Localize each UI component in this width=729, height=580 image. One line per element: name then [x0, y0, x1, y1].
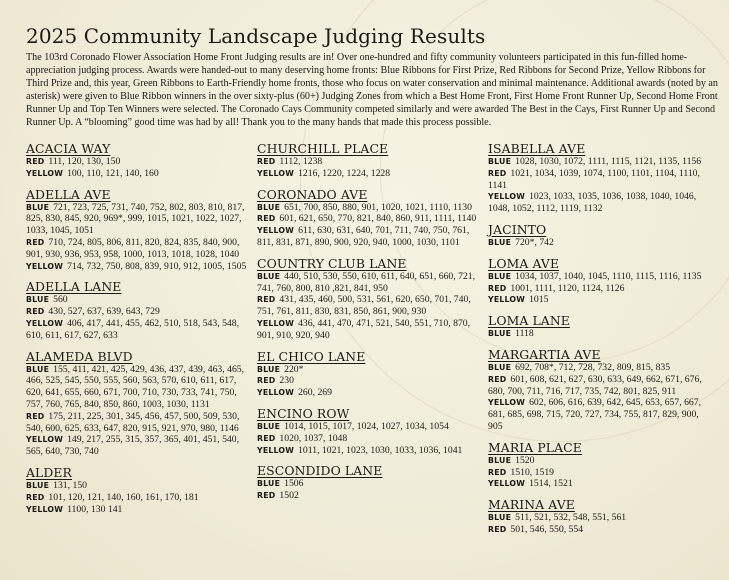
award-label: RED: [488, 467, 507, 477]
house-numbers: 1100, 130 141: [67, 503, 123, 515]
house-numbers: 720*, 742: [515, 236, 554, 248]
award-label: YELLOW: [257, 445, 295, 455]
award-label: YELLOW: [488, 295, 526, 305]
award-line: [26, 156, 257, 168]
award-label: RED: [488, 168, 507, 178]
street-columns: [26, 141, 720, 543]
award-line: [26, 237, 257, 261]
house-numbers: 1514, 1521: [529, 478, 573, 490]
award-label: BLUE: [26, 202, 50, 212]
street-name: ENCINO ROW: [257, 405, 350, 421]
award-label: BLUE: [488, 513, 512, 523]
award-label: BLUE: [257, 479, 281, 489]
house-numbers: 721, 723, 725, 731, 740, 752, 802, 803, 810, 817, 825, 830, 845, 920, 969*, 999, 1015, 1021, 1022, 1027, 1033, 1045, 1051: [26, 201, 245, 237]
house-numbers: 1015: [529, 294, 549, 306]
award-label: RED: [488, 524, 507, 534]
street-entry: [488, 347, 719, 433]
house-numbers: 560: [53, 294, 68, 306]
award-label: BLUE: [26, 364, 50, 374]
house-numbers: 406, 417, 441, 455, 462, 510, 518, 543, 548, 610, 611, 617, 627, 633: [26, 317, 240, 341]
award-line: [257, 433, 488, 445]
award-label: BLUE: [257, 202, 281, 212]
house-numbers: 611, 630, 631, 640, 701, 711, 740, 750, 761, 811, 831, 871, 890, 900, 920, 940, 1000, 1030, 1101: [257, 225, 470, 248]
house-numbers: 1502: [279, 490, 299, 502]
award-label: BLUE: [257, 271, 281, 281]
street-name: MARGARTIA AVE: [488, 346, 601, 362]
award-label: RED: [26, 237, 45, 247]
award-label: RED: [257, 491, 276, 501]
award-line: [488, 294, 719, 306]
award-line: [257, 318, 488, 342]
award-line: [488, 168, 719, 192]
award-label: RED: [257, 157, 276, 166]
street-name: COUNTRY CLUB LANE: [257, 255, 407, 271]
house-numbers: 260, 269: [298, 387, 332, 399]
award-label: BLUE: [488, 271, 512, 281]
street-name: JACINTO: [488, 221, 547, 237]
award-label: RED: [257, 295, 276, 305]
award-line: [257, 271, 488, 295]
house-numbers: 692, 708*, 712, 728, 732, 809, 815, 835: [515, 361, 671, 373]
house-numbers: 1118: [515, 328, 534, 340]
house-numbers: 602, 606, 616, 639, 642, 645, 653, 657, 667, 681, 685, 698, 715, 720, 727, 734, 755, 817, 829, 900, 905: [488, 397, 702, 432]
intro-paragraph: The 103rd Coronado Flower Association Home Front Judging results are in! Over one-hundred and fifty community volunteers participated in this fun-filled home-appreciation judging process. Awards were handed-out to many deserving home fronts: Blue Ribbons for First Prize, Red Ribbons for Second Prize, Yellow Ribbons for Third Prize and, this year, Green Ribbons to Earth-Friendly home fronts, those who focus on water conservation and minimal maintenance. Additional awards (noted by an asterisk) were given to Blue Ribbon winners in the over sixty-plus (60+) Judging Zones from which a Best Home Front, First Home Front Runner Up, Second Home Front Runner Up and Top Ten Winners were selected. The Coronado Cays Community competed similarly and were awarded The Best in the Cays, First Runner Up and Second Runner Up. A “blooming” good time was had by all! Thank you to the many hands that made this process possible.: [26, 52, 718, 128]
house-numbers: 1028, 1030, 1072, 1111, 1115, 1121, 1135, 1156: [515, 156, 702, 167]
award-label: YELLOW: [26, 261, 64, 271]
street-column: [488, 141, 719, 543]
award-label: RED: [26, 307, 45, 317]
street-entry: [26, 349, 257, 458]
street-name: ALAMEDA BLVD: [26, 348, 133, 364]
house-numbers: 100, 110, 121, 140, 160: [67, 167, 159, 179]
house-numbers: 501, 546, 550, 554: [510, 523, 584, 535]
award-line: [488, 191, 719, 215]
street-name: LOMA AVE: [488, 255, 560, 271]
award-line: [257, 490, 488, 502]
award-line: [26, 168, 257, 180]
street-entry: [488, 141, 719, 215]
award-label: BLUE: [488, 237, 512, 247]
award-label: BLUE: [257, 421, 281, 431]
house-numbers: 1001, 1111, 1120, 1124, 1126: [510, 282, 625, 294]
street-column: [257, 141, 488, 543]
house-numbers: 131, 150: [53, 479, 87, 491]
page-title: 2025 Community Landscape Judging Results: [26, 24, 486, 48]
award-label: BLUE: [488, 362, 512, 372]
house-numbers: 440, 510, 530, 550, 610, 611, 640, 651, 660, 721, 741, 760, 800, 810 ,821, 841, 950: [257, 270, 476, 294]
house-numbers: 1510, 1519: [510, 466, 554, 478]
award-label: YELLOW: [257, 226, 295, 236]
award-line: [257, 375, 488, 387]
house-numbers: 101, 120, 121, 140, 160, 161, 170, 181: [48, 491, 199, 503]
award-label: RED: [26, 411, 45, 421]
house-numbers: 601, 621, 650, 770, 821, 840, 860, 911, 1111, 1140: [279, 213, 477, 225]
award-line: [257, 421, 488, 433]
house-numbers: 220*: [284, 363, 304, 375]
house-numbers: 511, 521, 532, 548, 551, 561: [515, 512, 627, 524]
award-label: YELLOW: [257, 318, 295, 328]
house-numbers: 1021, 1034, 1039, 1074, 1100, 1101, 1104, 1110, 1141: [488, 167, 700, 191]
house-numbers: 1216, 1220, 1224, 1228: [298, 167, 391, 179]
street-column: [26, 141, 257, 543]
street-name: ISABELLA AVE: [488, 141, 586, 156]
award-line: [26, 480, 257, 492]
award-line: [257, 294, 488, 318]
street-entry: [26, 187, 257, 273]
award-label: RED: [26, 157, 45, 166]
house-numbers: 111, 120, 130, 150: [48, 156, 121, 167]
award-line: [26, 434, 257, 458]
street-entry: [257, 256, 488, 342]
house-numbers: 651, 700, 850, 880, 901, 1020, 1021, 1110, 1130: [284, 201, 472, 213]
award-label: BLUE: [488, 329, 512, 339]
street-name: ESCONDIDO LANE: [257, 463, 383, 479]
award-label: BLUE: [26, 480, 50, 490]
award-line: [488, 156, 719, 168]
award-line: [257, 364, 488, 376]
street-name: ADELLA AVE: [26, 186, 111, 202]
house-numbers: 710, 724, 805, 806, 811, 820, 824, 835, 840, 900, 901, 930, 936, 953, 958, 1000, 1013, 1018, 1028, 1040: [26, 236, 240, 260]
house-numbers: 1014, 1015, 1017, 1024, 1027, 1034, 1054: [284, 420, 449, 432]
street-entry: [257, 463, 488, 502]
award-label: YELLOW: [488, 192, 526, 202]
house-numbers: 1112, 1238: [279, 156, 323, 167]
house-numbers: 601, 608, 621, 627, 630, 633, 649, 662, 671, 676, 680, 700, 711, 716, 717, 735, 742, 801, 825, 911: [488, 373, 702, 397]
award-label: YELLOW: [257, 388, 295, 398]
award-line: [26, 261, 257, 273]
award-label: BLUE: [26, 295, 50, 305]
award-line: [26, 294, 257, 306]
house-numbers: 1011, 1021, 1023, 1030, 1033, 1036, 1041: [298, 444, 463, 456]
street-name: ACACIA WAY: [26, 141, 111, 156]
award-line: [488, 362, 719, 374]
house-numbers: 230: [279, 375, 294, 387]
award-line: [488, 467, 719, 479]
street-name: EL CHICO LANE: [257, 348, 366, 364]
house-numbers: 1506: [284, 478, 304, 490]
house-numbers: 431, 435, 460, 500, 531, 561, 620, 650, 701, 740, 751, 761, 811, 830, 831, 850, 861, 900, 930: [257, 294, 471, 318]
award-label: YELLOW: [26, 318, 64, 328]
award-line: [488, 328, 719, 340]
award-label: RED: [26, 492, 45, 502]
house-numbers: 1520: [515, 454, 535, 466]
street-name: ADELLA LANE: [26, 279, 122, 295]
award-line: [26, 318, 257, 342]
award-line: [257, 445, 488, 457]
house-numbers: 1020, 1037, 1048: [279, 432, 348, 444]
street-entry: [488, 497, 719, 536]
award-line: [488, 524, 719, 536]
award-label: BLUE: [257, 364, 281, 374]
street-entry: [257, 141, 488, 180]
award-label: RED: [257, 376, 276, 386]
house-numbers: 1034, 1037, 1040, 1045, 1110, 1115, 1116, 1135: [515, 270, 702, 282]
award-line: [257, 478, 488, 490]
street-entry: [488, 256, 719, 306]
street-entry: [26, 141, 257, 180]
street-entry: [257, 187, 488, 249]
award-line: [488, 478, 719, 490]
street-entry: [26, 279, 257, 341]
street-name: ALDER: [26, 464, 72, 480]
street-entry: [488, 440, 719, 490]
house-numbers: 155, 411, 421, 425, 429, 436, 437, 439, 463, 465, 466, 525, 545, 550, 555, 560, 563, 570, 610, 611, 617, 620, 641, 655, 660, 671, 700, 710, 730, 733, 741, 750, 757, 760, 765, 840, 850, 860, 1003, 1030, 1131: [26, 363, 245, 410]
award-line: [257, 387, 488, 399]
street-entry: [257, 406, 488, 456]
award-label: YELLOW: [26, 168, 64, 178]
house-numbers: 1023, 1033, 1035, 1036, 1038, 1040, 1046, 1048, 1052, 1112, 1119, 1132: [488, 191, 697, 215]
street-name: CHURCHILL PLACE: [257, 141, 389, 156]
street-name: MARIA PLACE: [488, 439, 582, 455]
award-line: [257, 202, 488, 214]
award-label: RED: [488, 283, 507, 293]
street-entry: [26, 465, 257, 515]
award-label: RED: [488, 374, 507, 384]
award-label: YELLOW: [488, 479, 526, 489]
award-line: [488, 455, 719, 467]
award-label: BLUE: [488, 157, 512, 166]
street-name: LOMA LANE: [488, 313, 570, 329]
award-line: [26, 202, 257, 237]
award-line: [488, 283, 719, 295]
award-line: [488, 271, 719, 283]
house-numbers: 175, 211, 225, 301, 345, 456, 457, 500, 509, 530, 540, 600, 625, 633, 647, 820, 915, 921, 970, 980, 1146: [26, 410, 240, 434]
street-name: CORONADO AVE: [257, 186, 368, 202]
award-line: [488, 512, 719, 524]
results-page: [26, 24, 720, 543]
award-line: [488, 237, 719, 249]
award-line: [257, 168, 488, 180]
award-line: [488, 374, 719, 398]
house-numbers: 436, 441, 470, 471, 521, 540, 551, 710, 870, 901, 910, 920, 940: [257, 317, 471, 341]
award-line: [26, 411, 257, 435]
award-line: [257, 225, 488, 249]
street-entry: [488, 313, 719, 340]
award-line: [26, 364, 257, 411]
award-line: [26, 306, 257, 318]
street-name: MARINA AVE: [488, 497, 575, 513]
award-label: BLUE: [488, 455, 512, 465]
award-label: RED: [257, 214, 276, 224]
award-line: [257, 156, 488, 168]
award-label: YELLOW: [26, 435, 64, 445]
street-entry: [257, 349, 488, 399]
award-label: YELLOW: [257, 168, 295, 178]
award-line: [26, 492, 257, 504]
house-numbers: 714, 732, 750, 808, 839, 910, 912, 1005, 1505: [67, 260, 247, 272]
award-line: [26, 504, 257, 516]
house-numbers: 430, 527, 637, 639, 643, 729: [48, 306, 160, 318]
house-numbers: 149, 217, 255, 315, 357, 365, 401, 451, 540, 565, 640, 730, 740: [26, 434, 240, 458]
award-label: RED: [257, 433, 276, 443]
street-entry: [488, 222, 719, 249]
award-line: [488, 397, 719, 432]
award-line: [257, 213, 488, 225]
award-label: YELLOW: [488, 398, 526, 408]
award-label: YELLOW: [26, 504, 64, 514]
